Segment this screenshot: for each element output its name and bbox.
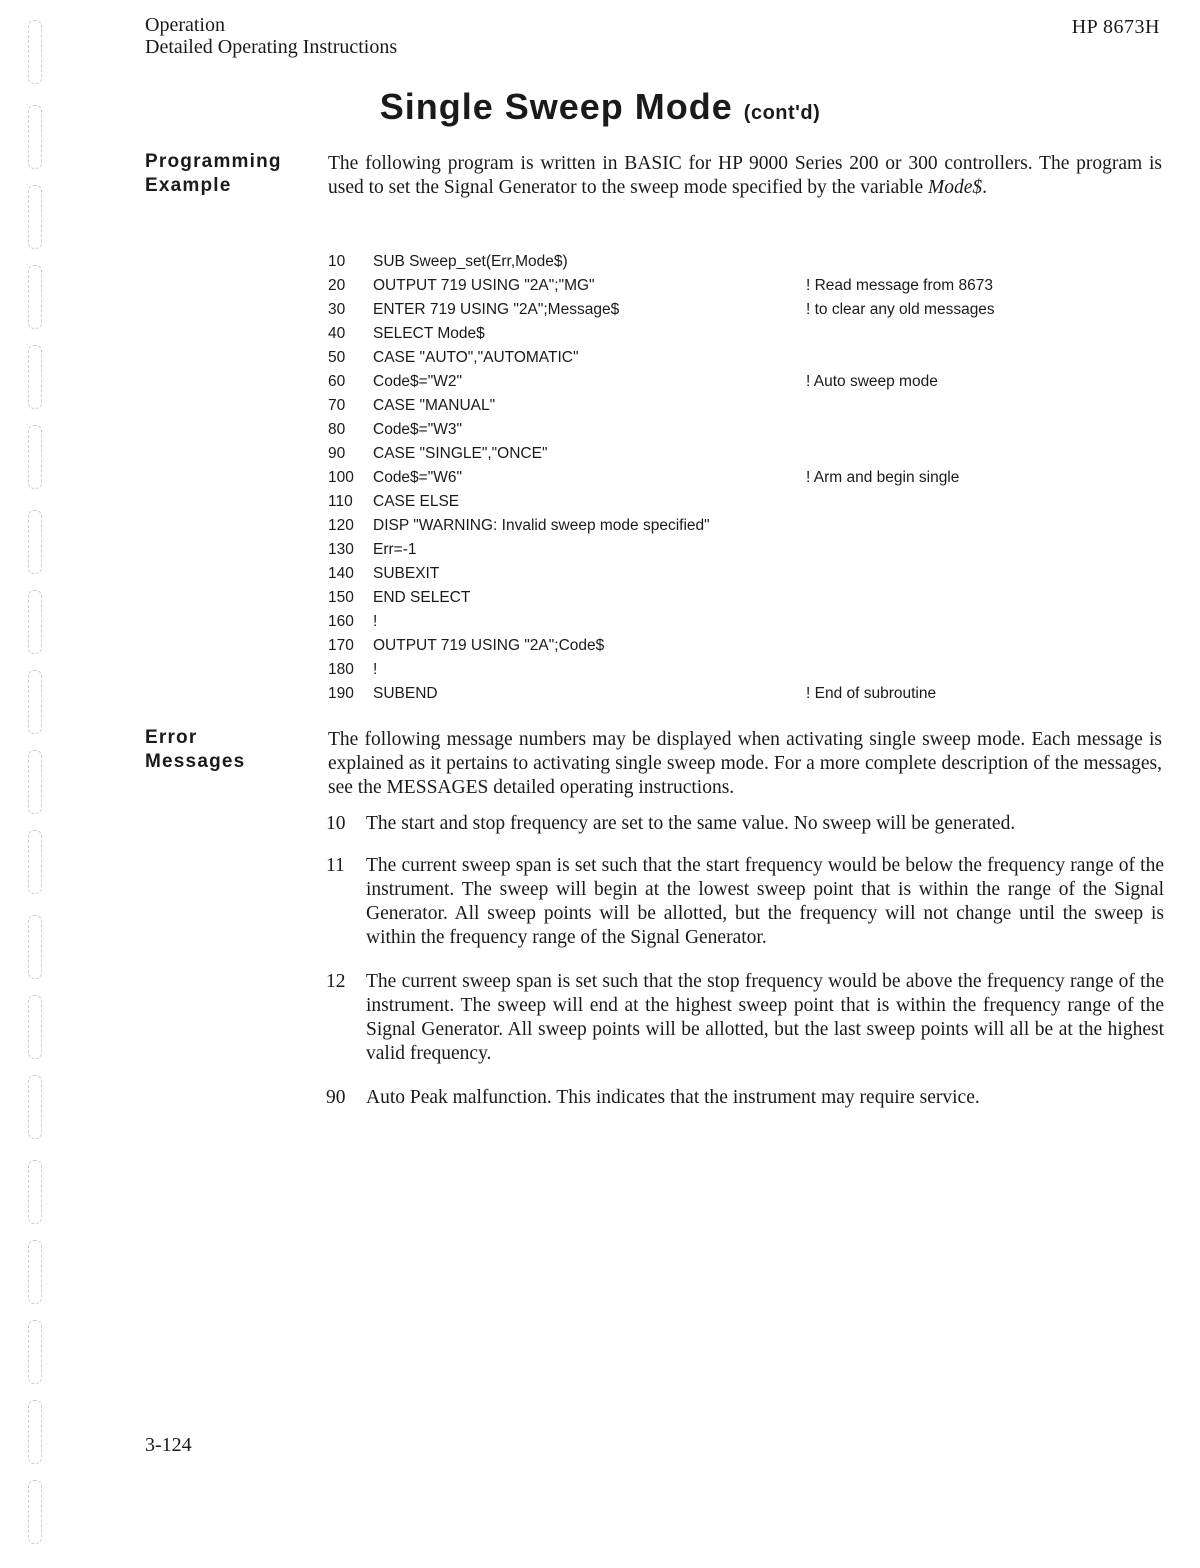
binder-mark xyxy=(28,750,42,814)
binder-mark xyxy=(28,995,42,1059)
binder-mark xyxy=(28,1400,42,1464)
title-suffix: (cont'd) xyxy=(743,102,821,124)
error-message-list xyxy=(326,812,1164,1110)
error-message-item xyxy=(326,970,1164,1066)
code-line-number: 120 xyxy=(328,517,354,534)
code-comment: ! to clear any old messages xyxy=(806,301,995,318)
code-comment: ! Auto sweep mode xyxy=(806,373,938,390)
code-line xyxy=(328,538,1162,562)
binder-mark xyxy=(28,830,42,894)
page-number: 3-124 xyxy=(145,1434,192,1456)
code-line xyxy=(328,682,1162,706)
binder-mark xyxy=(28,1160,42,1224)
error-message-item xyxy=(326,1086,1164,1110)
error-message-item xyxy=(326,812,1164,836)
error-message-item xyxy=(326,854,1164,950)
binder-mark xyxy=(28,1240,42,1304)
code-line xyxy=(328,250,1162,274)
code-line-number: 130 xyxy=(328,541,354,558)
binder-mark xyxy=(28,185,42,249)
heading-line: Error xyxy=(145,727,198,748)
code-line xyxy=(328,322,1162,346)
programming-example-heading xyxy=(145,150,282,198)
binder-mark xyxy=(28,915,42,979)
code-line-number: 70 xyxy=(328,397,346,414)
code-line xyxy=(328,490,1162,514)
page-title xyxy=(0,86,1200,128)
code-line-number: 140 xyxy=(328,565,354,582)
binder-mark xyxy=(28,425,42,489)
code-line-number: 170 xyxy=(328,637,354,654)
code-statement: SUB Sweep_set(Err,Mode$) xyxy=(373,253,568,270)
code-statement: CASE ELSE xyxy=(373,493,460,510)
error-message-text: The current sweep span is set such that the start frequency would be below the frequency range of the instrument. The sweep will begin at the lowest sweep point that is within the range of the Signal Generator. All sweep points will be allotted, but the frequency will not change until the sweep is within the frequency range of the Signal Generator. xyxy=(366,855,1164,948)
code-statement: Code$="W6" xyxy=(373,469,462,486)
programming-intro xyxy=(328,152,1162,200)
code-statement: ! xyxy=(373,613,378,630)
code-line-number: 90 xyxy=(328,445,346,462)
heading-line: Programming xyxy=(145,151,282,172)
code-statement: END SELECT xyxy=(373,589,471,606)
binder-mark xyxy=(28,265,42,329)
binder-mark xyxy=(28,20,42,84)
code-listing xyxy=(328,250,1162,706)
intro-text: The following program is written in BASIC for HP 9000 Series 200 or 300 controllers. The program is used to set the Signal Generator to the sweep mode specified by the variable xyxy=(328,153,1162,198)
error-messages-intro: The following message numbers may be displayed when activating single sweep mode. Each message is explained as it pertains to activating single sweep mode. For a more complete description of the messages, see the MESSAGES detailed operating instructions. xyxy=(328,729,1162,798)
header-section: Operation xyxy=(145,14,225,36)
code-line-number: 110 xyxy=(328,493,353,510)
binder-mark xyxy=(28,1320,42,1384)
code-line xyxy=(328,274,1162,298)
error-message-text: The current sweep span is set such that the stop frequency would be above the frequency range of the instrument. The sweep will end at the highest sweep point that is within the frequency range of the Signal Generator. All sweep points will be allotted, but the last sweep points will all be at the highest valid frequency. xyxy=(366,971,1164,1064)
code-statement: Code$="W2" xyxy=(373,373,462,390)
code-line xyxy=(328,634,1162,658)
code-line-number: 80 xyxy=(328,421,346,438)
code-statement: CASE "MANUAL" xyxy=(373,397,496,414)
code-line-number: 20 xyxy=(328,277,346,294)
code-statement: Code$="W3" xyxy=(373,421,462,438)
code-statement: Err=-1 xyxy=(373,541,417,558)
binder-mark xyxy=(28,510,42,574)
intro-end: . xyxy=(982,177,988,198)
code-line xyxy=(328,658,1162,682)
error-message-number: 10 xyxy=(326,813,346,834)
binder-mark xyxy=(28,1480,42,1544)
binder-mark xyxy=(28,590,42,654)
code-statement: SUBEND xyxy=(373,685,438,702)
error-message-text: The start and stop frequency are set to the same value. No sweep will be generated. xyxy=(366,813,1016,834)
code-line-number: 150 xyxy=(328,589,354,606)
code-line xyxy=(328,418,1162,442)
code-statement: ! xyxy=(373,661,378,678)
code-statement: CASE "SINGLE","ONCE" xyxy=(373,445,548,462)
code-line-number: 50 xyxy=(328,349,346,366)
code-statement: SELECT Mode$ xyxy=(373,325,485,342)
intro-variable: Mode$ xyxy=(927,177,983,198)
code-line-number: 100 xyxy=(328,469,354,486)
error-message-number: 12 xyxy=(326,971,346,992)
code-line-number: 40 xyxy=(328,325,346,342)
binder-mark xyxy=(28,1075,42,1139)
code-statement: OUTPUT 719 USING "2A";"MG" xyxy=(373,277,595,294)
error-message-text: Auto Peak malfunction. This indicates that the instrument may require service. xyxy=(366,1087,980,1108)
code-line-number: 30 xyxy=(328,301,346,318)
title-main: Single Sweep Mode xyxy=(379,86,733,127)
heading-line: Example xyxy=(145,175,232,196)
error-message-number: 11 xyxy=(326,855,345,876)
code-comment: ! Arm and begin single xyxy=(806,469,960,486)
code-line xyxy=(328,514,1162,538)
binder-mark xyxy=(28,345,42,409)
code-line xyxy=(328,394,1162,418)
code-line xyxy=(328,442,1162,466)
code-comment: ! End of subroutine xyxy=(806,685,937,702)
error-message-number: 90 xyxy=(326,1087,346,1108)
code-line xyxy=(328,370,1162,394)
code-line-number: 10 xyxy=(328,253,346,270)
code-line-number: 190 xyxy=(328,685,354,702)
header-model: HP 8673H xyxy=(1071,16,1160,38)
code-line xyxy=(328,466,1162,490)
code-line-number: 60 xyxy=(328,373,346,390)
heading-line: Messages xyxy=(145,751,246,772)
running-header-left xyxy=(145,14,397,58)
code-line-number: 160 xyxy=(328,613,354,630)
code-line xyxy=(328,562,1162,586)
code-statement: CASE "AUTO","AUTOMATIC" xyxy=(373,349,579,366)
binder-mark xyxy=(28,670,42,734)
code-statement: DISP "WARNING: Invalid sweep mode specified" xyxy=(373,517,710,534)
code-line xyxy=(328,298,1162,322)
code-statement: SUBEXIT xyxy=(373,565,440,582)
header-subsection: Detailed Operating Instructions xyxy=(145,36,398,58)
code-comment: ! Read message from 8673 xyxy=(806,277,993,294)
code-statement: OUTPUT 719 USING "2A";Code$ xyxy=(373,637,605,654)
code-statement: ENTER 719 USING "2A";Message$ xyxy=(373,301,620,318)
code-line xyxy=(328,610,1162,634)
error-messages-heading xyxy=(145,726,245,774)
code-line-number: 180 xyxy=(328,661,354,678)
code-line xyxy=(328,586,1162,610)
code-line xyxy=(328,346,1162,370)
